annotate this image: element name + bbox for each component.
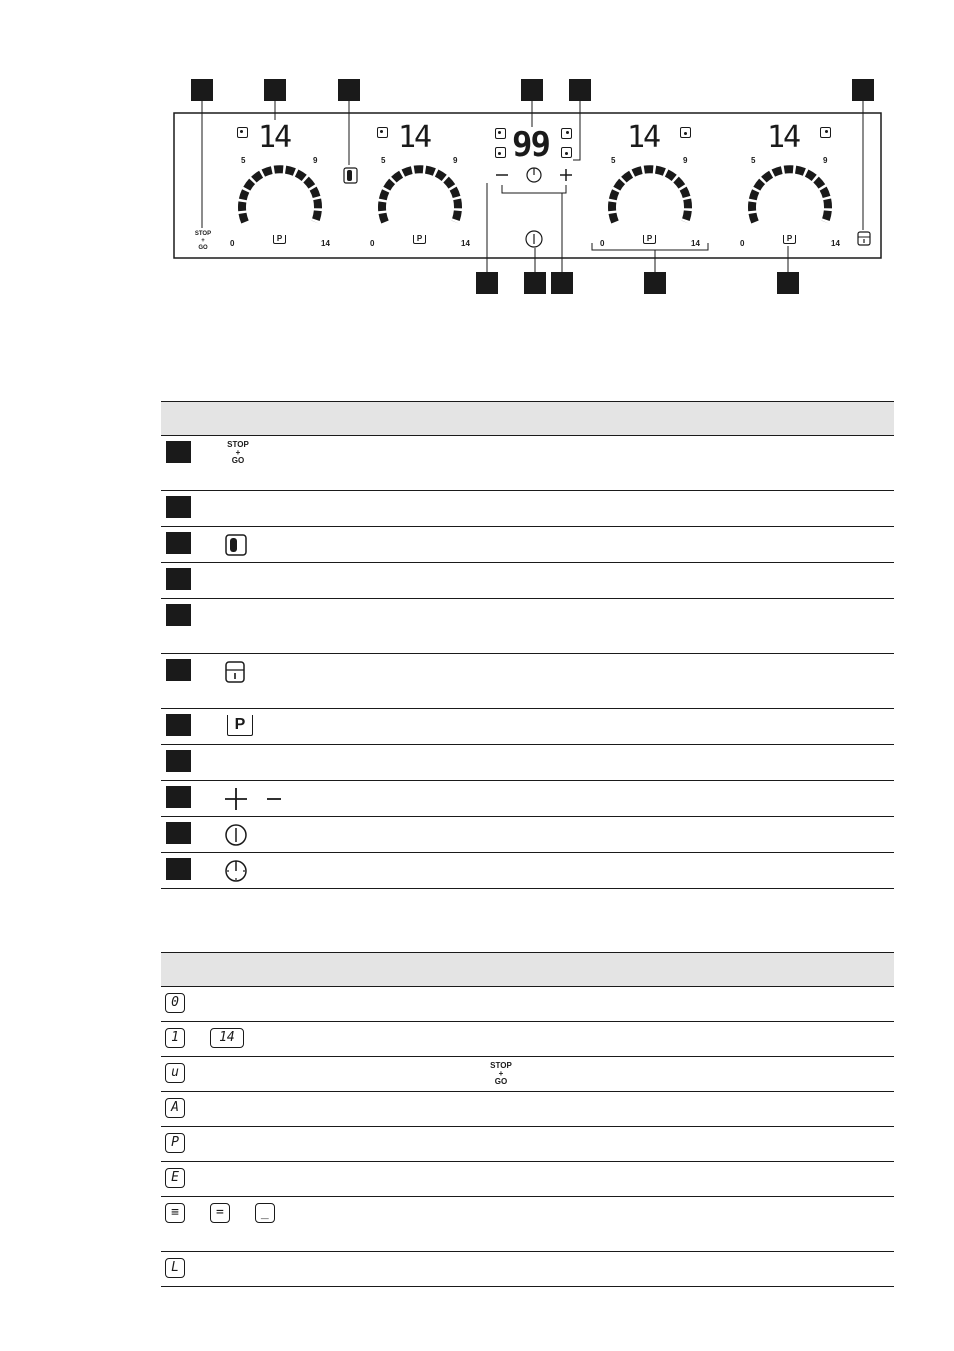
scale-mark: 9: [823, 156, 828, 165]
stop-label: STOP: [227, 440, 249, 449]
plus-minus-icon: [223, 786, 283, 812]
table-row: [161, 491, 894, 527]
powerboost-icon: P: [273, 235, 286, 244]
zone-2-display: 14: [398, 120, 431, 155]
p-icon: P: [227, 715, 253, 736]
scale-mark: 14: [461, 239, 470, 248]
table-row: [161, 1162, 894, 1197]
stop-go-icon: [223, 441, 253, 465]
scale-mark: 5: [611, 156, 616, 165]
row-number-marker: [166, 822, 191, 844]
display-symbol: ≡: [165, 1203, 185, 1223]
lock-icon: [223, 659, 247, 685]
display-symbol: 1: [165, 1028, 185, 1048]
row-number-marker: [166, 786, 191, 808]
scale-mark: 14: [691, 239, 700, 248]
go-label: GO: [198, 245, 208, 251]
timer-zone-icon: [495, 147, 506, 158]
zone-3-display: 14: [627, 120, 660, 155]
zone-3-slider[interactable]: [606, 165, 694, 225]
timer-zone-icon: [561, 128, 572, 139]
bridge-icon: [223, 532, 249, 558]
row-number-marker: [166, 604, 191, 626]
display-symbol: E: [165, 1168, 185, 1188]
table-row: [161, 745, 894, 781]
scale-mark: 0: [600, 239, 605, 248]
table-row: [161, 987, 894, 1022]
power-button[interactable]: [525, 230, 543, 248]
scale-mark: 9: [683, 156, 688, 165]
powerboost-icon: P: [783, 235, 796, 244]
display-symbol: _: [255, 1203, 275, 1223]
plus-label: +: [498, 1069, 504, 1078]
timer-icon: [223, 858, 249, 884]
table-row: [161, 599, 894, 654]
table-header: [161, 401, 894, 436]
display-symbol: 14: [210, 1028, 244, 1048]
row-number-marker: [166, 858, 191, 880]
scale-mark: 9: [313, 156, 318, 165]
timer-display: 99: [512, 125, 549, 165]
plus-label: +: [201, 238, 205, 244]
row-number-marker: [166, 714, 191, 736]
row-number-marker: [166, 659, 191, 681]
power-icon: [223, 822, 249, 848]
table-row: [161, 654, 894, 709]
timer-clock-icon[interactable]: [525, 166, 543, 184]
table-row: [161, 436, 894, 491]
display-symbol: u: [165, 1063, 185, 1083]
zone-1-display: 14: [258, 120, 291, 155]
displays-table: [161, 952, 894, 1287]
scale-mark: 14: [321, 239, 330, 248]
zone-position-icon: [377, 127, 388, 138]
table-row: [161, 781, 894, 817]
go-label: GO: [231, 456, 245, 465]
display-symbol: A: [165, 1098, 185, 1118]
powerboost-icon: P: [643, 235, 656, 244]
table-row: [161, 1127, 894, 1162]
panel-frame: [0, 0, 954, 320]
row-number-marker: [166, 750, 191, 772]
table-row: [161, 1197, 894, 1252]
scale-mark: 9: [453, 156, 458, 165]
stop-label: STOP: [490, 1061, 512, 1070]
zone-2-slider[interactable]: [376, 165, 464, 225]
scale-mark: 0: [740, 239, 745, 248]
display-symbol: 0: [165, 993, 185, 1013]
zone-position-icon: [680, 127, 691, 138]
table-row: [161, 1252, 894, 1287]
zone-position-icon: [237, 127, 248, 138]
table-row: [161, 853, 894, 889]
row-number-marker: [166, 496, 191, 518]
stop-label: STOP: [194, 231, 212, 237]
bridge-button[interactable]: [342, 166, 359, 185]
lock-button[interactable]: [856, 230, 872, 247]
timer-plus-button[interactable]: [558, 167, 574, 183]
go-label: GO: [494, 1077, 508, 1086]
zone-1-slider[interactable]: [236, 165, 324, 225]
display-symbol: P: [165, 1133, 185, 1153]
scale-mark: 5: [751, 156, 756, 165]
table-row: [161, 709, 894, 745]
controls-table: [161, 401, 894, 889]
table-row: [161, 1022, 894, 1057]
table-row: [161, 1092, 894, 1127]
stop-go-button[interactable]: [191, 231, 215, 252]
timer-zone-icon: [495, 128, 506, 139]
plus-label: +: [235, 448, 241, 457]
table-row: [161, 817, 894, 853]
table-row: [161, 527, 894, 563]
scale-mark: 0: [370, 239, 375, 248]
scale-mark: 0: [230, 239, 235, 248]
zone-4-display: 14: [767, 120, 800, 155]
zone-4-slider[interactable]: [746, 165, 834, 225]
timer-zone-icon: [561, 147, 572, 158]
row-number-marker: [166, 532, 191, 554]
zone-position-icon: [820, 127, 831, 138]
scale-mark: 14: [831, 239, 840, 248]
row-number-marker: [166, 441, 191, 463]
row-number-marker: [166, 568, 191, 590]
table-row: [161, 563, 894, 599]
display-symbol: =: [210, 1203, 230, 1223]
stop-go-icon: [486, 1062, 516, 1086]
table-header: [161, 952, 894, 987]
timer-minus-button[interactable]: [494, 167, 510, 183]
table-row: [161, 1057, 894, 1092]
scale-mark: 5: [241, 156, 246, 165]
scale-mark: 5: [381, 156, 386, 165]
display-symbol: L: [165, 1258, 185, 1278]
powerboost-icon: P: [413, 235, 426, 244]
